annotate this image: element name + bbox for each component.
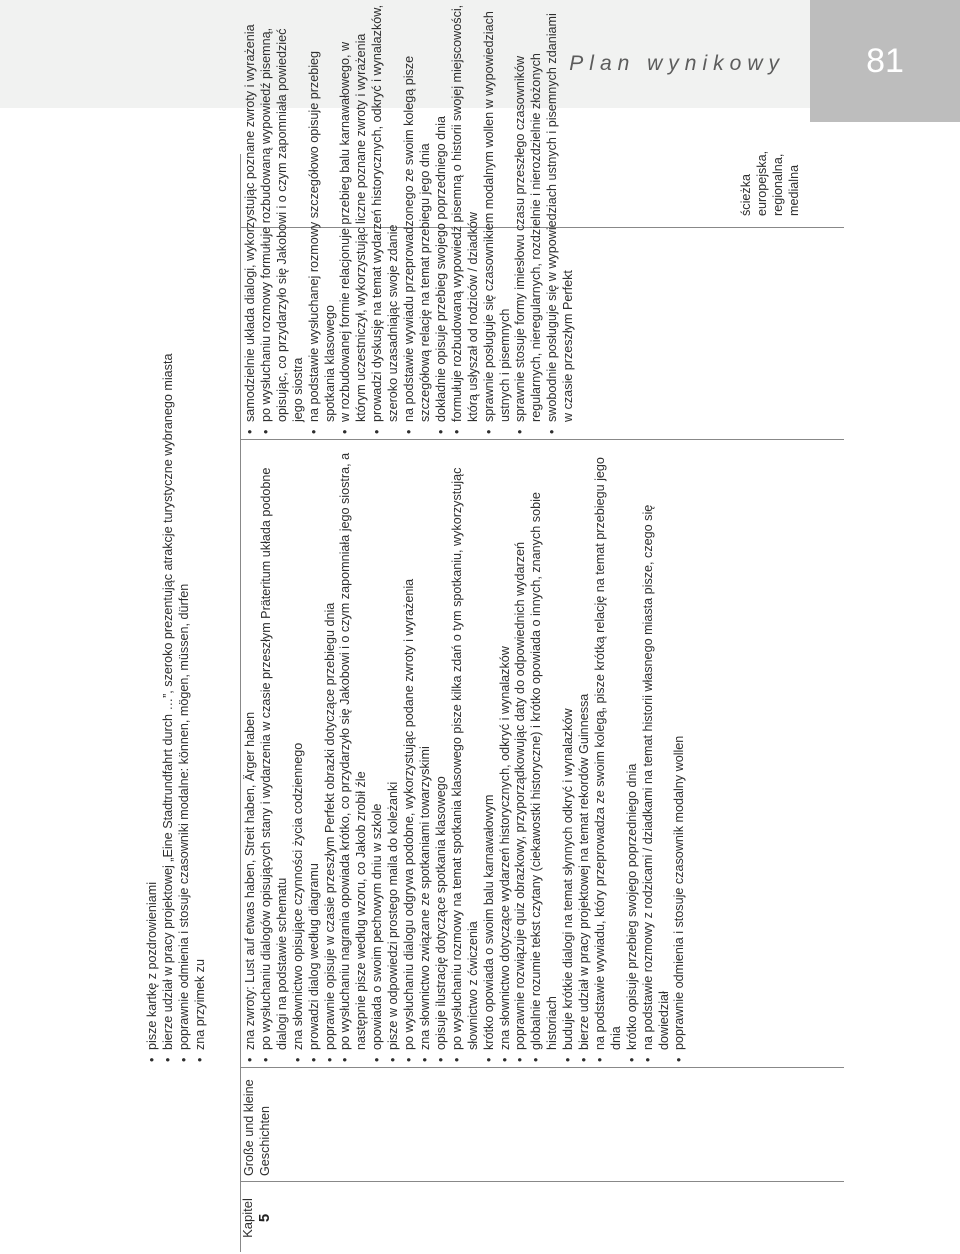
list-item: • sprawnie posługuje się czasownikiem modalnym wollen w wypowiedziach ustnych i pisemnych (482, 4, 514, 434)
list-item: • po wysłuchaniu dialogu odgrywa podobne, wykorzystując podane zwroty i wyrażenia (402, 444, 418, 1062)
list-item: • w rozbudowanej formie relacjonuje przebieg balu karnawałowego, w którym uczestniczył, wykorzystując liczne poznane zwroty i wyrażenia (338, 4, 370, 434)
list-item: • na podstawie rozmowy z rodzicami / dziadkami na temat historii własnego miasta pisze, czego się dowiedział (641, 444, 673, 1062)
list-item: • pisze w odpowiedzi prostego maila do koleżanki (386, 444, 402, 1062)
continuation-list (145, 162, 209, 1062)
list-item: • pisze kartkę z pozdrowieniami (145, 162, 161, 1062)
list-item: • prowadzi dyskusję na temat wydarzeń historycznych, odkryć i wynalazków, szeroko uzasadniając swoje zdanie (370, 4, 402, 434)
list-item: • po wysłuchaniu dialogów opisujących stany i wydarzenia w czasie przeszłym Präteritum układa podobne dialogi na podstawie schematu (259, 444, 291, 1062)
chapter-number: 5 (256, 1213, 273, 1223)
list-item: • zna słownictwo dotyczące wydarzeń historycznych, odkryć i wynalazków (498, 444, 514, 1062)
list-item: • po wysłuchaniu rozmowy formułuje rozbudowaną wypowiedź pisemną, opisując, co przydarzyło się Jakobowi i o czym zapomniała powiedzieć jego siostra (259, 4, 307, 434)
list-item: • na podstawie wywiadu, który przeprowadza ze swoim kolegą, pisze krótką relację na temat przebiegu jego dnia (593, 444, 625, 1062)
table-rule-top (240, 154, 241, 1252)
list-item: • opisuje ilustrację dotyczące spotkania klasowego (434, 444, 450, 1062)
list-item: • poprawnie rozwiązuje quiz obrazkowy, przyporządkowując daty do odpowiednich wydarzeń (513, 444, 529, 1062)
list-item: • krótko opisuje przebieg swojego poprzedniego dnia (625, 444, 641, 1062)
chapter-cell (240, 1184, 273, 1252)
list-item: • po wysłuchaniu nagrania opowiada krótko, co przydarzyło się Jakobowi i o czym zapomniała jego siostra, a następnie pisze według wzoru, co Jakob zrobił źle (338, 444, 370, 1062)
list-item: • poprawnie opisuje w czasie przeszłym Perfekt obrazki dotyczące przebiegu dnia (323, 444, 339, 1062)
list-item: • prowadzi dialog według diagramu (307, 444, 323, 1062)
list-item: • sprawnie stosuje formy imiesłowu czasu przeszłego czasowników regularnych, nieregularnych, rozdzielnie i nierozdzielnie złożonych (513, 4, 545, 434)
list-item: • globalnie rozumie tekst czytany (ciekawostki historyczne) i krótko opowiada o innych, znanych sobie historiach (529, 444, 561, 1062)
list-item: • opowiada o swoim pechowym dniu w szkole (370, 444, 386, 1062)
list-item: • krótko opowiada o swoim balu karnawałowym (482, 444, 498, 1062)
column-divider-chapter (240, 1181, 844, 1182)
list-item: • poprawnie odmienia i stosuje czasowniki modalne: können, mögen, müssen, dürfen (177, 162, 193, 1062)
list-item: • na podstawie wywiadu przeprowadzonego ze swoim kolegą pisze szczegółową relację na temat przebiegu jego dnia (402, 4, 434, 434)
page-title: Plan wynikowy (569, 52, 785, 75)
list-item: • dokładnie opisuje przebieg swojego poprzedniego dnia (434, 4, 450, 434)
chapter-title: Große und kleine Geschichten (242, 1079, 272, 1176)
list-item: • poprawnie odmienia i stosuje czasownik modalny wollen (672, 444, 688, 1062)
list-item: • zna przyimek zu (193, 162, 209, 1062)
list-item: • po wysłuchaniu rozmowy na temat spotkania klasowego pisze kilka zdań o tym spotkaniu, wykorzystując słownictwo z ćwiczenia (450, 444, 482, 1062)
list-item: • bierze udział w pracy projektowej „Eine Stadtrundfahrt durch …”, szeroko prezentując atrakcje turystyczne wybranego miasta (161, 162, 177, 1062)
list-item: • buduje krótkie dialogi na temat słynnych odkryć i wynalazków (561, 444, 577, 1062)
list-item: • bierze udział w pracy projektowej na temat rekordów Guinnessa (577, 444, 593, 1062)
list-item: • zna słownictwo związane ze spotkaniami towarzyskimi (418, 444, 434, 1062)
chapter-label: Kapitel (240, 1198, 255, 1238)
list-item: • formułuje rozbudowaną wypowiedź pisemną o historii swojej miejscowości, którą usłyszał od rodziców / dziadków (450, 4, 482, 434)
extended-requirements-list (243, 4, 577, 434)
list-item: • samodzielnie układa dialogi, wykorzystując poznane zwroty i wyrażenia (243, 4, 259, 434)
basic-requirements-list (243, 444, 688, 1062)
page-number: 81 (810, 0, 960, 122)
path-label: ścieżka europejska, regionalna, medialna (739, 150, 801, 216)
list-item: • na podstawie wysłuchanej rozmowy szczegółowo opisuje przebieg spotkania klasowego (307, 4, 339, 434)
column-divider-basic (240, 439, 844, 440)
list-item: • zna zwroty: Lust auf etwas haben, Streit haben, Ärger haben (243, 444, 259, 1062)
column-divider-title (240, 1067, 844, 1068)
list-item: • zna słownictwo opisujące czynności życia codziennego (291, 444, 307, 1062)
list-item: • swobodnie posługuje się w wypowiedziach ustnych i pisemnych zdaniami w czasie przeszłym Perfekt (545, 4, 577, 434)
